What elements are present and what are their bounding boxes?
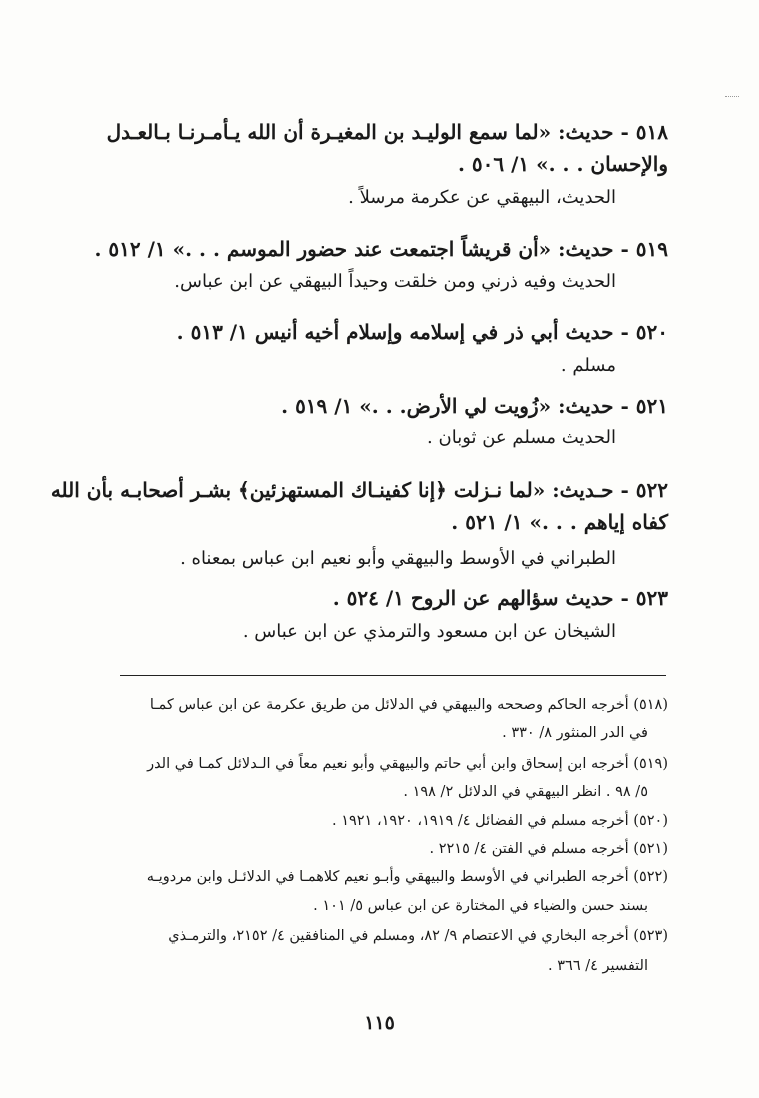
entry-522-heading-line-2: كفاه إياهم . . .» ١/ ٥٢١ . [451, 510, 668, 534]
entry-523-heading: ٥٢٣ - حديث سؤالهم عن الروح ١/ ٥٢٤ . [332, 586, 668, 610]
entry-519-heading: ٥١٩ - حديث: «أن قريشاً اجتمعت عند حضور الموسم . . .» ١/ ٥١٢ . [94, 237, 668, 261]
entry-523-source: الشيخان عن ابن مسعود والترمذي عن ابن عباس . [242, 621, 616, 642]
footnote-518-line-2: في الدر المنثور ٨/ ٣٣٠ . [502, 725, 648, 741]
footnote-521: (٥٢١) أخرجه مسلم في الفتن ٤/ ٢٢١٥ . [429, 841, 668, 857]
entry-520-source: مسلم . [560, 355, 616, 376]
page-number: ١١٥ [364, 1012, 395, 1034]
footnote-522-line-1: (٥٢٢) أخرجه الطبراني في الأوسط والبيهقي وأبـو نعيم كلاهمـا في الدلائـل وابن مردويـه [146, 869, 668, 885]
entry-520-heading: ٥٢٠ - حديث أبي ذر في إسلامه وإسلام أخيه أنيس ١/ ٥١٣ . [176, 320, 668, 344]
entry-518-source: الحديث، البيهقي عن عكرمة مرسلاً . [348, 187, 616, 208]
footnote-518-line-1: (٥١٨) أخرجه الحاكم وصححه والبيهقي في الدلائل من طريق عكرمة عن ابن عباس كمـا [149, 697, 668, 713]
scan-speck [725, 96, 739, 98]
entry-521-source: الحديث مسلم عن ثوبان . [427, 427, 616, 448]
footnote-519-line-1: (٥١٩) أخرجه ابن إسحاق وابن أبي حاتم والبيهقي وأبو نعيم معاً في الـدلائل كمـا في الدر [147, 756, 668, 772]
entry-519-source: الحديث وفيه ذرني ومن خلقت وحيداً البيهقي عن ابن عباس. [174, 271, 616, 292]
entry-522-heading-line-1: ٥٢٢ - حـديث: «لما نـزلت ﴿إنا كفينـاك المستهزئين﴾ بشـر أصحابـه بأن الله [50, 478, 668, 502]
entry-518-heading-line-2: والإحسان . . .» ١/ ٥٠٦ . [457, 152, 668, 176]
entry-521-heading: ٥٢١ - حديث: «زُويت لي الأرض. . .» ١/ ٥١٩ . [281, 394, 668, 418]
footnote-523-line-2: التفسير ٤/ ٣٦٦ . [548, 958, 648, 974]
footnote-rule [120, 675, 666, 676]
footnote-523-line-1: (٥٢٣) أخرجه البخاري في الاعتصام ٩/ ٨٢، ومسلم في المنافقين ٤/ ٢١٥٢، والترمـذي [168, 928, 668, 944]
entry-518-heading-line-1: ٥١٨ - حديث: «لما سمع الوليـد بن المغيـرة أن الله يـأمـرنـا بـالعـدل [106, 120, 668, 144]
footnote-519-line-2: ٥/ ٩٨ . انظر البيهقي في الدلائل ٢/ ١٩٨ . [403, 784, 648, 800]
entry-522-source: الطبراني في الأوسط والبيهقي وأبو نعيم ابن عباس بمعناه . [180, 548, 616, 569]
footnote-520: (٥٢٠) أخرجه مسلم في الفضائل ٤/ ١٩١٩، ١٩٢٠، ١٩٢١ . [331, 813, 668, 829]
footnote-522-line-2: بسند حسن والضياء في المختارة عن ابن عباس ٥/ ١٠١ . [313, 898, 648, 914]
